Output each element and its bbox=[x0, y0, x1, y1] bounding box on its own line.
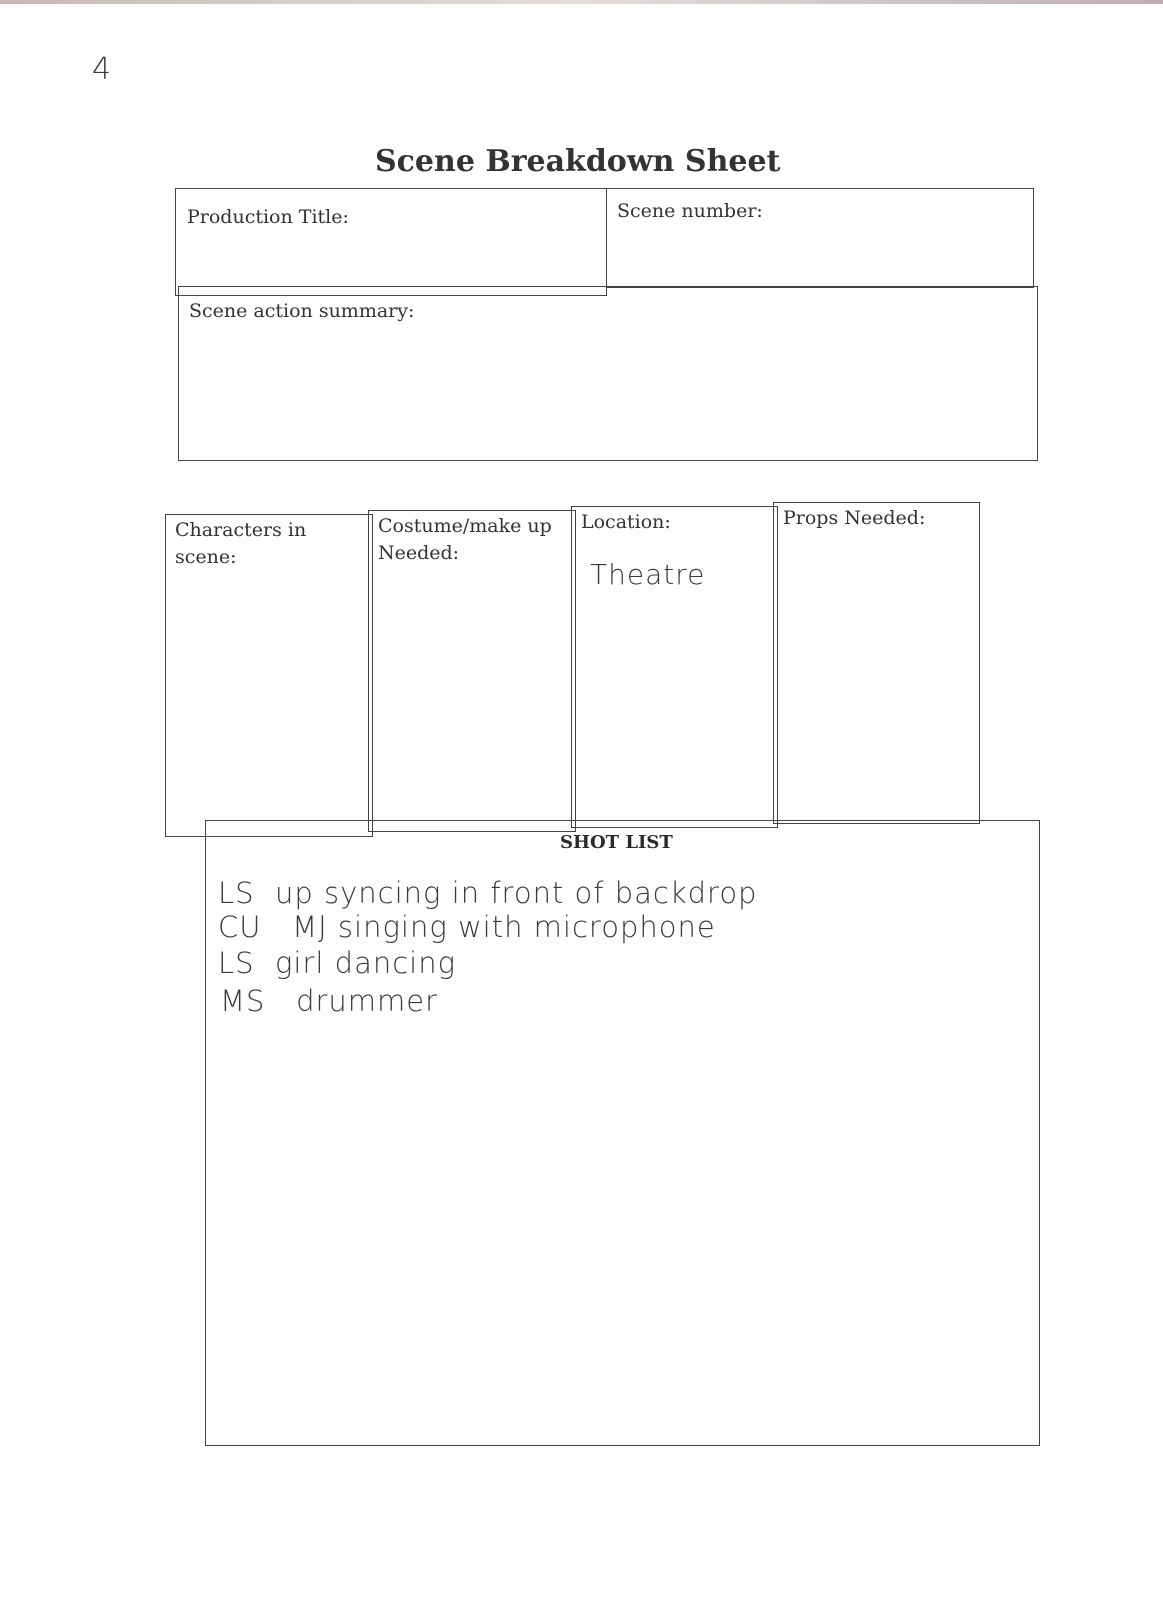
production-title-label: Production Title: bbox=[187, 206, 349, 228]
shot-description: up syncing in front of backdrop bbox=[275, 876, 758, 910]
props-box bbox=[773, 502, 980, 824]
shot-item bbox=[220, 984, 438, 1018]
props-label: Props Needed: bbox=[783, 507, 926, 529]
shot-type: MS bbox=[220, 984, 266, 1018]
shot-item bbox=[218, 946, 456, 980]
shot-description: drummer bbox=[296, 984, 439, 1018]
shot-item bbox=[218, 910, 716, 944]
shot-type: CU bbox=[218, 910, 262, 944]
characters-label: Characters in scene: bbox=[175, 519, 307, 568]
scene-number-label: Scene number: bbox=[617, 200, 763, 222]
page-number: 4 bbox=[92, 52, 113, 87]
shot-type: LS bbox=[218, 946, 255, 980]
shot-description: MJ singing with microphone bbox=[292, 910, 716, 944]
page-title: Scene Breakdown Sheet bbox=[375, 144, 781, 179]
shot-description: girl dancing bbox=[275, 946, 457, 980]
costume-label: Costume/make up Needed: bbox=[378, 515, 552, 564]
shot-item bbox=[218, 876, 757, 910]
shot-list-title: SHOT LIST bbox=[560, 832, 673, 853]
scan-edge bbox=[0, 0, 1163, 4]
location-value: Theatre bbox=[590, 558, 706, 591]
location-label: Location: bbox=[581, 511, 671, 533]
location-box bbox=[571, 506, 778, 828]
scene-summary-label: Scene action summary: bbox=[189, 300, 415, 322]
shot-type: LS bbox=[218, 876, 255, 910]
